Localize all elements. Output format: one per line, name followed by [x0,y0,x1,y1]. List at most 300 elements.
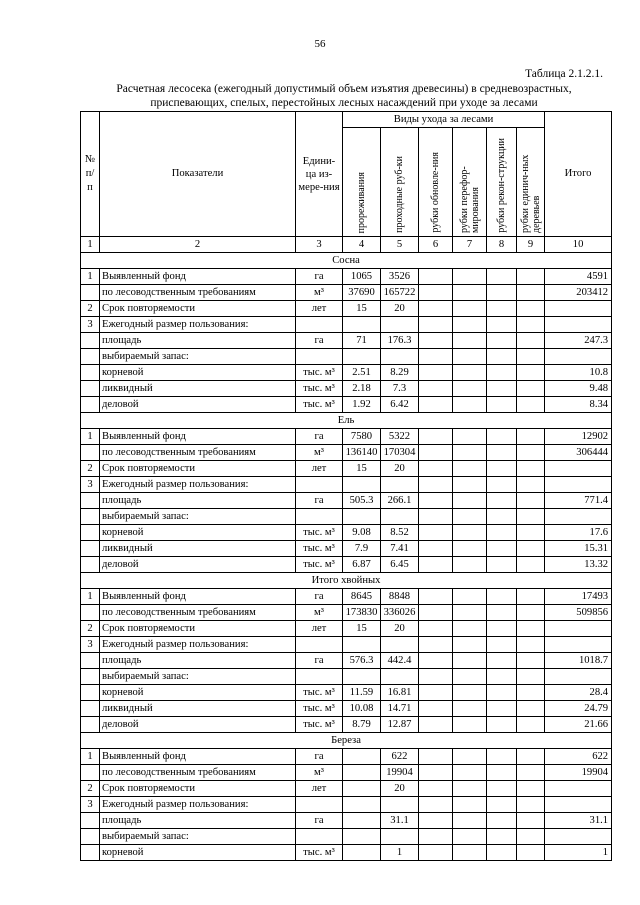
cell-reconstruction [487,637,517,653]
cell-renewal [419,317,453,333]
cell-reformation [453,365,487,381]
cell-reformation [453,589,487,605]
cell-thinning: 576.3 [343,653,381,669]
row-total [545,301,612,317]
cell-thinning [343,781,381,797]
row-indicator: Срок повторяемости [100,621,296,637]
cell-passage-cutting: 14.71 [381,701,419,717]
cell-renewal [419,429,453,445]
row-indicator: деловой [100,717,296,733]
cell-thinning: 6.87 [343,557,381,573]
cell-thinning [343,749,381,765]
cell-passage-cutting [381,349,419,365]
table-row [81,653,612,669]
header-row [81,112,612,128]
col-number: 2 [100,237,296,253]
row-indicator: ликвидный [100,701,296,717]
cell-renewal [419,285,453,301]
row-total: 24.79 [545,701,612,717]
cell-single-trees [517,477,545,493]
table-row [81,829,612,845]
cell-renewal [419,445,453,461]
row-unit: лет [296,301,343,317]
cell-reconstruction [487,477,517,493]
row-indicator: по лесоводственным требованиям [100,285,296,301]
cell-single-trees [517,333,545,349]
section-title: Итого хвойных [81,573,612,589]
cell-passage-cutting: 442.4 [381,653,419,669]
row-indicator: выбираемый запас: [100,509,296,525]
header-type: рубки обновле-ния [419,128,453,237]
row-number: 3 [81,477,100,493]
row-indicator: корневой [100,525,296,541]
cell-thinning: 9.08 [343,525,381,541]
cell-reformation [453,653,487,669]
cell-thinning [343,349,381,365]
row-total [545,829,612,845]
cell-reconstruction [487,429,517,445]
row-total: 17493 [545,589,612,605]
row-total: 622 [545,749,612,765]
row-number [81,813,100,829]
cell-reformation [453,269,487,285]
row-number [81,333,100,349]
row-number: 3 [81,637,100,653]
row-number: 2 [81,621,100,637]
cell-single-trees [517,765,545,781]
table-row [81,365,612,381]
row-unit: га [296,493,343,509]
table-row [81,317,612,333]
row-unit: тыс. м³ [296,701,343,717]
cell-thinning [343,477,381,493]
row-number: 1 [81,589,100,605]
cell-renewal [419,589,453,605]
col-number: 3 [296,237,343,253]
row-indicator: Выявленный фонд [100,269,296,285]
cell-reconstruction [487,749,517,765]
table-row [81,269,612,285]
cell-renewal [419,365,453,381]
row-number [81,653,100,669]
cell-thinning: 11.59 [343,685,381,701]
row-number [81,541,100,557]
header-type: рубки рекон-струкции [487,128,517,237]
cell-reformation [453,461,487,477]
cell-passage-cutting [381,477,419,493]
cell-reformation [453,301,487,317]
cell-single-trees [517,349,545,365]
col-number: 6 [419,237,453,253]
cell-reformation [453,429,487,445]
column-number-row [81,237,612,253]
row-number: 1 [81,749,100,765]
cell-thinning [343,829,381,845]
cell-single-trees [517,717,545,733]
cell-thinning [343,813,381,829]
row-indicator: выбираемый запас: [100,669,296,685]
cell-renewal [419,301,453,317]
cell-single-trees [517,301,545,317]
row-indicator: ликвидный [100,541,296,557]
cell-single-trees [517,429,545,445]
cell-passage-cutting: 12.87 [381,717,419,733]
cell-renewal [419,557,453,573]
row-number [81,605,100,621]
cell-passage-cutting: 20 [381,781,419,797]
caption-line-2: приспевающих, спелых, перестойных лесных насаждений при уходе за лесами [150,97,538,109]
section-row [81,573,612,589]
cell-thinning: 15 [343,301,381,317]
row-indicator: Выявленный фонд [100,589,296,605]
cell-reconstruction [487,333,517,349]
row-number [81,845,100,861]
cell-renewal [419,637,453,653]
cell-passage-cutting: 3526 [381,269,419,285]
cell-reconstruction [487,845,517,861]
table-row [81,429,612,445]
cell-thinning: 2.18 [343,381,381,397]
row-total [545,781,612,797]
cell-passage-cutting: 6.45 [381,557,419,573]
row-total [545,461,612,477]
row-indicator: выбираемый запас: [100,829,296,845]
cell-thinning [343,509,381,525]
cell-reconstruction [487,621,517,637]
cell-reconstruction [487,829,517,845]
row-indicator: деловой [100,557,296,573]
cell-single-trees [517,365,545,381]
row-total: 10.8 [545,365,612,381]
table-row [81,397,612,413]
cell-reformation [453,669,487,685]
row-unit [296,349,343,365]
cell-reformation [453,317,487,333]
cell-renewal [419,669,453,685]
cell-reconstruction [487,493,517,509]
row-unit: лет [296,781,343,797]
header-total: Итого [545,112,612,237]
row-total [545,317,612,333]
section-row [81,733,612,749]
cell-reformation [453,493,487,509]
cell-reconstruction [487,461,517,477]
row-unit: тыс. м³ [296,717,343,733]
row-unit: тыс. м³ [296,541,343,557]
header-num: № п/п [81,112,100,237]
cell-reconstruction [487,445,517,461]
cell-passage-cutting [381,797,419,813]
row-indicator: корневой [100,845,296,861]
cell-single-trees [517,813,545,829]
cell-reconstruction [487,797,517,813]
row-total: 21.66 [545,717,612,733]
cell-reformation [453,637,487,653]
row-total: 31.1 [545,813,612,829]
cell-renewal [419,509,453,525]
cell-single-trees [517,621,545,637]
table-row [81,509,612,525]
table-row [81,333,612,349]
row-unit: га [296,749,343,765]
cell-reconstruction [487,397,517,413]
row-unit: м³ [296,445,343,461]
cell-single-trees [517,845,545,861]
row-number: 1 [81,269,100,285]
cell-reformation [453,349,487,365]
cell-thinning: 10.08 [343,701,381,717]
row-number [81,829,100,845]
cell-single-trees [517,701,545,717]
row-unit: лет [296,461,343,477]
row-total: 9.48 [545,381,612,397]
row-indicator: деловой [100,397,296,413]
cell-passage-cutting: 5322 [381,429,419,445]
col-number: 7 [453,237,487,253]
cell-passage-cutting: 16.81 [381,685,419,701]
row-unit [296,509,343,525]
row-number [81,349,100,365]
row-total [545,477,612,493]
row-unit [296,477,343,493]
table-row [81,845,612,861]
cell-reconstruction [487,301,517,317]
cell-reformation [453,797,487,813]
cell-reconstruction [487,765,517,781]
cell-single-trees [517,557,545,573]
row-unit: тыс. м³ [296,381,343,397]
row-total: 247.3 [545,333,612,349]
table-row [81,749,612,765]
row-number [81,765,100,781]
table-row [81,605,612,621]
section-row [81,253,612,269]
row-total [545,509,612,525]
row-unit: га [296,429,343,445]
cell-reformation [453,509,487,525]
cell-passage-cutting: 20 [381,301,419,317]
table-label: Таблица 2.1.2.1. [525,68,603,80]
row-number [81,365,100,381]
row-indicator: площадь [100,653,296,669]
table-row [81,557,612,573]
cell-reformation [453,525,487,541]
row-total: 13.32 [545,557,612,573]
cell-renewal [419,461,453,477]
row-indicator: площадь [100,493,296,509]
cell-thinning: 71 [343,333,381,349]
row-total: 1 [545,845,612,861]
header-unit: Едини-ца из-мере-ния [296,112,343,237]
row-indicator: площадь [100,813,296,829]
table-row [81,589,612,605]
cell-passage-cutting: 7.3 [381,381,419,397]
cell-renewal [419,525,453,541]
cell-thinning: 505.3 [343,493,381,509]
cell-thinning: 136140 [343,445,381,461]
cell-thinning: 1065 [343,269,381,285]
row-number: 1 [81,429,100,445]
row-indicator: площадь [100,333,296,349]
row-total: 15.31 [545,541,612,557]
col-number: 10 [545,237,612,253]
row-unit: га [296,333,343,349]
cell-passage-cutting: 8.52 [381,525,419,541]
row-unit [296,637,343,653]
header-type: проходные руб-ки [381,128,419,237]
cell-renewal [419,621,453,637]
col-number: 5 [381,237,419,253]
cell-reconstruction [487,317,517,333]
cell-reconstruction [487,701,517,717]
cell-passage-cutting: 165722 [381,285,419,301]
cell-reformation [453,685,487,701]
table-row [81,285,612,301]
cell-reformation [453,621,487,637]
cell-reformation [453,397,487,413]
row-total: 4591 [545,269,612,285]
row-indicator: корневой [100,685,296,701]
row-indicator: по лесоводственным требованиям [100,445,296,461]
cell-reformation [453,381,487,397]
cell-single-trees [517,669,545,685]
row-unit: га [296,653,343,669]
row-indicator: Срок повторяемости [100,301,296,317]
row-indicator: ликвидный [100,381,296,397]
row-number [81,381,100,397]
table-row [81,797,612,813]
row-number: 2 [81,301,100,317]
row-indicator: Ежегодный размер пользования: [100,477,296,493]
cell-single-trees [517,461,545,477]
table-row [81,445,612,461]
cell-renewal [419,845,453,861]
table-caption [70,82,618,110]
row-total: 509856 [545,605,612,621]
row-total: 1018.7 [545,653,612,669]
cell-thinning: 15 [343,461,381,477]
section-title: Ель [81,413,612,429]
cell-passage-cutting: 7.41 [381,541,419,557]
cell-renewal [419,701,453,717]
table-row [81,461,612,477]
cell-renewal [419,269,453,285]
cell-reconstruction [487,285,517,301]
cell-passage-cutting [381,509,419,525]
table-row [81,637,612,653]
col-number: 4 [343,237,381,253]
cell-single-trees [517,589,545,605]
cell-renewal [419,765,453,781]
table-row [81,477,612,493]
cell-renewal [419,829,453,845]
table-row [81,765,612,781]
cell-reconstruction [487,541,517,557]
section-title: Сосна [81,253,612,269]
cell-reformation [453,749,487,765]
row-number [81,701,100,717]
cell-renewal [419,717,453,733]
row-indicator: Ежегодный размер пользования: [100,317,296,333]
cell-renewal [419,653,453,669]
row-number [81,717,100,733]
table-row [81,621,612,637]
row-unit: тыс. м³ [296,365,343,381]
table-row [81,685,612,701]
cell-renewal [419,397,453,413]
table-row [81,301,612,317]
row-number [81,685,100,701]
row-indicator: по лесоводственным требованиям [100,605,296,621]
cell-thinning: 173830 [343,605,381,621]
cell-passage-cutting [381,317,419,333]
cell-single-trees [517,397,545,413]
cell-single-trees [517,269,545,285]
cell-passage-cutting: 170304 [381,445,419,461]
row-unit: м³ [296,605,343,621]
cell-renewal [419,749,453,765]
table-row [81,813,612,829]
cell-thinning [343,669,381,685]
page-number: 56 [314,38,326,50]
row-total: 19904 [545,765,612,781]
row-indicator: по лесоводственным требованиям [100,765,296,781]
row-indicator: корневой [100,365,296,381]
table-row [81,541,612,557]
cell-single-trees [517,525,545,541]
cell-passage-cutting [381,829,419,845]
row-total: 203412 [545,285,612,301]
cell-reformation [453,717,487,733]
row-unit: тыс. м³ [296,525,343,541]
cell-single-trees [517,605,545,621]
cell-thinning [343,637,381,653]
row-total: 28.4 [545,685,612,701]
row-number [81,285,100,301]
header-indicators: Показатели [100,112,296,237]
cell-thinning: 7.9 [343,541,381,557]
cutting-area-table [80,111,612,861]
table-row [81,525,612,541]
section-row [81,413,612,429]
row-number [81,509,100,525]
cell-renewal [419,477,453,493]
cell-single-trees [517,317,545,333]
table-row [81,701,612,717]
row-number [81,669,100,685]
row-unit: тыс. м³ [296,557,343,573]
row-indicator: Выявленный фонд [100,749,296,765]
cell-passage-cutting: 176.3 [381,333,419,349]
row-total: 12902 [545,429,612,445]
cell-passage-cutting: 8848 [381,589,419,605]
cell-single-trees [517,637,545,653]
cell-single-trees [517,781,545,797]
cell-thinning [343,845,381,861]
row-number [81,525,100,541]
cell-thinning: 37690 [343,285,381,301]
table-row [81,717,612,733]
cell-reconstruction [487,653,517,669]
row-total: 17.6 [545,525,612,541]
cell-renewal [419,333,453,349]
caption-line-1: Расчетная лесосека (ежегодный допустимый объем изъятия древесины) в средневозрастных, [116,83,572,95]
cell-passage-cutting: 31.1 [381,813,419,829]
row-total: 8.34 [545,397,612,413]
cell-single-trees [517,653,545,669]
cell-reformation [453,765,487,781]
cell-single-trees [517,797,545,813]
